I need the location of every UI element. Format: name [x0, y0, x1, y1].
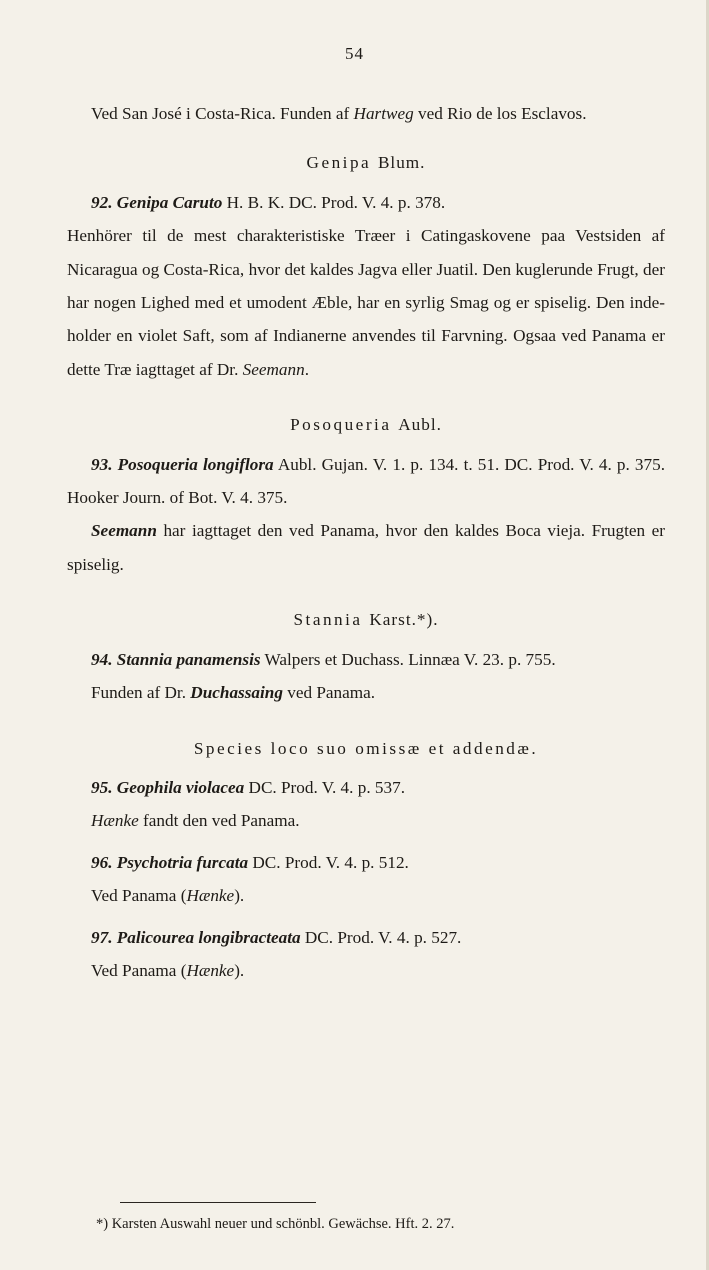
genus-heading-genipa: Genipa Blum.: [306, 153, 426, 173]
entry-number: 97.: [91, 927, 113, 947]
citation: DC. Prod. V. 4. p. 512.: [248, 852, 409, 872]
genus-heading-stannia: Stannia Karst.*).: [293, 610, 439, 630]
citation: DC. Prod. V. 4. p. 537.: [244, 777, 405, 797]
collector-name: Hænke: [186, 886, 235, 906]
footnote-rule: [120, 1202, 316, 1203]
collector-name: Seemann: [91, 521, 157, 541]
entry-97: [67, 921, 665, 954]
entry-95-text: Hænke fandt den ved Panama.: [91, 811, 300, 831]
collector-name: Hænke: [91, 811, 139, 831]
entry-93: [67, 448, 665, 515]
entry-94: [67, 643, 665, 676]
entry-number: 96.: [91, 852, 113, 872]
entry-92-text: Henhörer til de mest charakteristiske Træer i Catingaskovene paa Vestsiden af Nicaragua og Costa-Rica, hvor det kaldes Jagva eller Juatil. Den kuglerunde Frugt, der har nogen Lighed med et umodent Æble, har en syrlig Smag og er spiselig. Den indeholder en violet Saft, som af Indianerne anvendes til Farvning. Ogsaa ved Panama er dette Træ iagttaget af Dr. Seemann.: [67, 226, 665, 379]
collector-name: Seemann: [242, 359, 305, 379]
entry-96: [67, 846, 665, 879]
collector-name: Hænke: [186, 960, 235, 980]
entry-96-text: Ved Panama (Hænke).: [91, 886, 245, 906]
intro-text: Ved San José i Costa-Rica. Funden af: [91, 104, 354, 123]
addenda-heading: Species loco suo omissæ et addendæ.: [193, 738, 539, 758]
footnote: *) Karsten Auswahl neuer und schönbl. Gewächse. Hft. 2. 27.: [96, 1216, 455, 1232]
page-body: [67, 97, 665, 987]
entry-92: [67, 186, 665, 219]
intro-paragraph: [67, 97, 665, 130]
species-name: Psychotria furcata: [116, 852, 249, 872]
entry-number: 93.: [91, 454, 113, 474]
intro-text-end: ved Rio de los Esclavos.: [413, 104, 587, 123]
citation: Walpers et Duchass. Linnæa V. 23. p. 755.: [260, 649, 556, 669]
entry-93-text: Seemann har iagttaget den ved Panama, hvor den kaldes Boca vieja. Frugten er spiselig.: [67, 521, 665, 574]
genus-heading-posoqueria: Posoqueria Aubl.: [290, 415, 442, 435]
entry-number: 94.: [91, 649, 113, 669]
collector-name: Duchassaing: [190, 683, 283, 703]
citation: DC. Prod. V. 4. p. 527.: [300, 927, 462, 947]
entry-95: [67, 771, 665, 804]
intro-finder: Hartweg: [353, 104, 414, 123]
entry-number: 95.: [91, 777, 113, 797]
species-name: Stannia panamensis: [116, 649, 261, 669]
citation: Aubl. Gujan. V. 1. p. 134. t. 51. DC. Prod. V. 4. p. 375. Hooker Journ. of Bot. V. 4. 375.: [67, 454, 666, 508]
entry-94-text: Funden af Dr. Duchassaing ved Panama.: [91, 683, 376, 703]
entry-97-text: Ved Panama (Hænke).: [91, 960, 245, 980]
species-name: Genipa Caruto: [116, 192, 223, 212]
citation: H. B. K. DC. Prod. V. 4. p. 378.: [222, 192, 446, 212]
species-name: Palicourea longibracteata: [116, 927, 301, 947]
species-name: Geophila violacea: [116, 777, 245, 797]
species-name: Posoqueria longiflora: [117, 454, 274, 474]
page-number: 54: [345, 44, 364, 63]
entry-number: 92.: [91, 192, 113, 212]
